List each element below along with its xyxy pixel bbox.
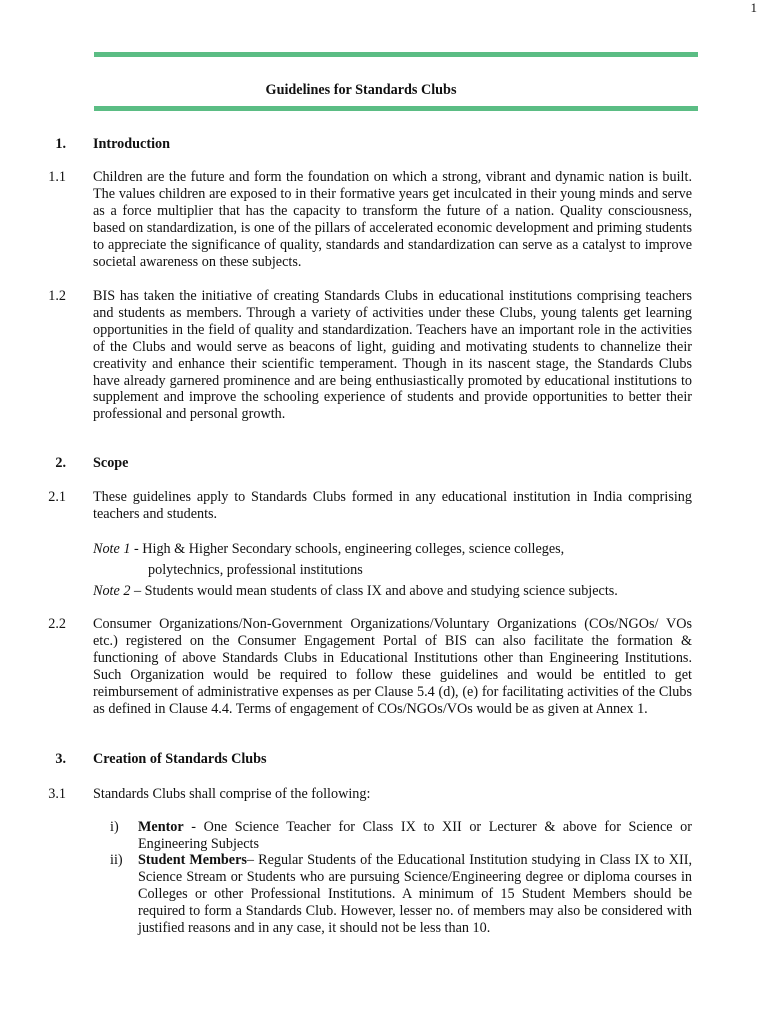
list-item-text xyxy=(138,819,692,853)
clause-number: 1.1 xyxy=(48,169,66,185)
clause-number: 1.2 xyxy=(48,288,66,304)
list-marker: ii) xyxy=(110,852,123,868)
document-title: Guidelines for Standards Clubs xyxy=(265,82,457,98)
note-text: - High & Higher Secondary schools, engineering colleges, science colleges, xyxy=(130,541,565,557)
note-label: Note 1 xyxy=(93,541,131,557)
list-marker: i) xyxy=(110,819,119,835)
clause-text: These guidelines apply to Standards Clubs formed in any educational institution in India comprising teachers and students. xyxy=(93,489,692,522)
note-continuation: polytechnics, professional institutions xyxy=(148,562,363,578)
section-heading: Introduction xyxy=(93,136,170,152)
bottom-divider xyxy=(94,106,698,111)
list-item-description: – Regular Students of the Educational Institution studying in Class IX to XII, Science Stream or Students who are pursuing Science/Engineering degree or diploma courses in Colleges or other Professional Institutions. A minimum of 15 Student Members should be required to form a Standards Club. However, lesser no. of members may also be considered with justified reasons and in any case, it should not be less than 10. xyxy=(138,852,692,936)
note-2 xyxy=(93,583,692,600)
section-number: 1. xyxy=(55,136,66,152)
clause-text: Children are the future and form the foundation on which a strong, vibrant and dynamic nation is built. The values children are exposed to in their formative years get inculcated in their young minds and serve as a force multiplier that has the capacity to transform the future of a nation. Quality consciousness, based on standardization, is one of the pillars of accelerated economic development and priming students to appreciate the significance of quality, standards and standardization can serve as a catalyst to improve societal awareness on these subjects. xyxy=(93,169,692,270)
section-heading: Creation of Standards Clubs xyxy=(93,751,267,767)
clause-text: Standards Clubs shall comprise of the following: xyxy=(93,786,371,802)
clause-number: 2.2 xyxy=(48,616,66,632)
note-label: Note 2 xyxy=(93,583,131,599)
section-number: 3. xyxy=(55,751,66,767)
note-1 xyxy=(93,539,692,581)
clause-text: BIS has taken the initiative of creating Standards Clubs in educational institutions comprising teachers and students as members. Through a variety of activities under these Clubs, young talents get learning opportunities in the field of quality and standardization. Teachers have an important role in the activities of the Clubs and would serve as beacons of light, guiding and motivating students to channelize their creativity and enhance their scientific temperament. Though in its nascent stage, the Standards Clubs have already garnered prominence and are being enthusiastically promoted by educational institutions to supplement and improve the schooling experience of students and provide opportunities to better their professional and personal growth. xyxy=(93,288,692,423)
section-number: 2. xyxy=(55,455,66,471)
clause-number: 3.1 xyxy=(48,786,66,802)
page-number: 1 xyxy=(750,0,757,15)
clause-text: Consumer Organizations/Non-Government Organizations/Voluntary Organizations (COs/NGOs/ VOs etc.) registered on the Consumer Engagement Portal of BIS can also facilitate the formation & functioning of above Standards Clubs in Educational Institutions other than Engineering Institutions. Such Organization would be required to follow these guidelines and would be entitled to get reimbursement of administrative expenses as per Clause 5.4 (d), (e) for facilitating activities of the Clubs as defined in Clause 4.4. Terms of engagement of COs/NGOs/VOs would be as given at Annex 1. xyxy=(93,616,692,717)
note-text: – Students would mean students of class IX and above and studying science subjects. xyxy=(130,583,618,599)
clause-number: 2.1 xyxy=(48,489,66,505)
list-item-term: Mentor xyxy=(138,819,184,835)
list-item-term: Student Members xyxy=(138,852,247,868)
list-item-description: - One Science Teacher for Class IX to XII or Lecturer & above for Science or Engineering Subjects xyxy=(138,819,692,852)
section-heading: Scope xyxy=(93,455,129,471)
top-divider xyxy=(94,52,698,57)
list-item-text xyxy=(138,852,692,937)
